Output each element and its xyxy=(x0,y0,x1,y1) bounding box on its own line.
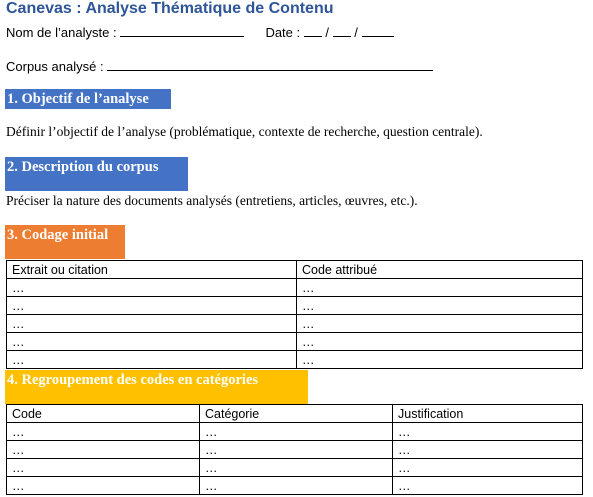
table-cell[interactable]: … xyxy=(7,477,200,495)
date-separator: / xyxy=(354,25,358,40)
document-title: Canevas : Analyse Thématique de Contenu xyxy=(6,0,334,17)
column-header: Code attribué xyxy=(297,261,583,279)
table-cell[interactable]: … xyxy=(393,459,583,477)
coding-table xyxy=(6,260,583,369)
column-header: Code xyxy=(7,405,200,423)
table-header-row xyxy=(7,261,583,279)
table-cell[interactable]: … xyxy=(297,333,583,351)
section-heading-coding: 3. Codage initial xyxy=(5,225,125,259)
table-cell[interactable]: … xyxy=(7,297,297,315)
table-row xyxy=(7,441,583,459)
date-month-field[interactable] xyxy=(333,25,351,37)
date-label: Date : xyxy=(265,25,301,40)
table-cell[interactable]: … xyxy=(200,459,393,477)
corpus-label: Corpus analysé : xyxy=(6,59,104,74)
table-cell[interactable]: … xyxy=(7,351,297,369)
table-row xyxy=(7,459,583,477)
table-cell[interactable]: … xyxy=(7,423,200,441)
table-cell[interactable]: … xyxy=(200,441,393,459)
column-header: Catégorie xyxy=(200,405,393,423)
section-heading-categories: 4. Regroupement des codes en catégories xyxy=(5,370,308,404)
analyst-name-field[interactable] xyxy=(120,25,244,37)
table-cell[interactable]: … xyxy=(7,279,297,297)
table-cell[interactable]: … xyxy=(393,441,583,459)
date-separator: / xyxy=(325,25,329,40)
section-heading-corpus: 2. Description du corpus xyxy=(5,157,188,191)
table-cell[interactable]: … xyxy=(7,333,297,351)
table-cell[interactable]: … xyxy=(200,423,393,441)
table-cell[interactable]: … xyxy=(297,297,583,315)
table-header-row xyxy=(7,405,583,423)
corpus-line xyxy=(6,59,433,74)
date-day-field[interactable] xyxy=(304,25,322,37)
section-text-objective: Définir l’objectif de l’analyse (problématique, contexte de recherche, question centrale). xyxy=(6,124,483,139)
table-row xyxy=(7,315,583,333)
table-row xyxy=(7,351,583,369)
analyst-label: Nom de l’analyste : xyxy=(6,25,117,40)
analyst-line xyxy=(6,25,394,40)
table-row xyxy=(7,477,583,495)
date-year-field[interactable] xyxy=(362,25,394,37)
table-cell[interactable]: … xyxy=(7,441,200,459)
section-text-corpus: Préciser la nature des documents analysés (entretiens, articles, œuvres, etc.). xyxy=(6,193,418,208)
corpus-field[interactable] xyxy=(107,59,433,71)
column-header: Extrait ou citation xyxy=(7,261,297,279)
table-row xyxy=(7,423,583,441)
column-header: Justification xyxy=(393,405,583,423)
table-cell[interactable]: … xyxy=(7,459,200,477)
table-cell[interactable]: … xyxy=(393,477,583,495)
section-heading-objective: 1. Objectif de l’analyse xyxy=(5,89,171,109)
table-cell[interactable]: … xyxy=(297,351,583,369)
categories-table xyxy=(6,404,583,495)
table-cell[interactable]: … xyxy=(200,477,393,495)
table-cell[interactable]: … xyxy=(393,423,583,441)
table-cell[interactable]: … xyxy=(7,315,297,333)
table-row xyxy=(7,279,583,297)
table-cell[interactable]: … xyxy=(297,315,583,333)
table-row xyxy=(7,297,583,315)
table-row xyxy=(7,333,583,351)
table-cell[interactable]: … xyxy=(297,279,583,297)
